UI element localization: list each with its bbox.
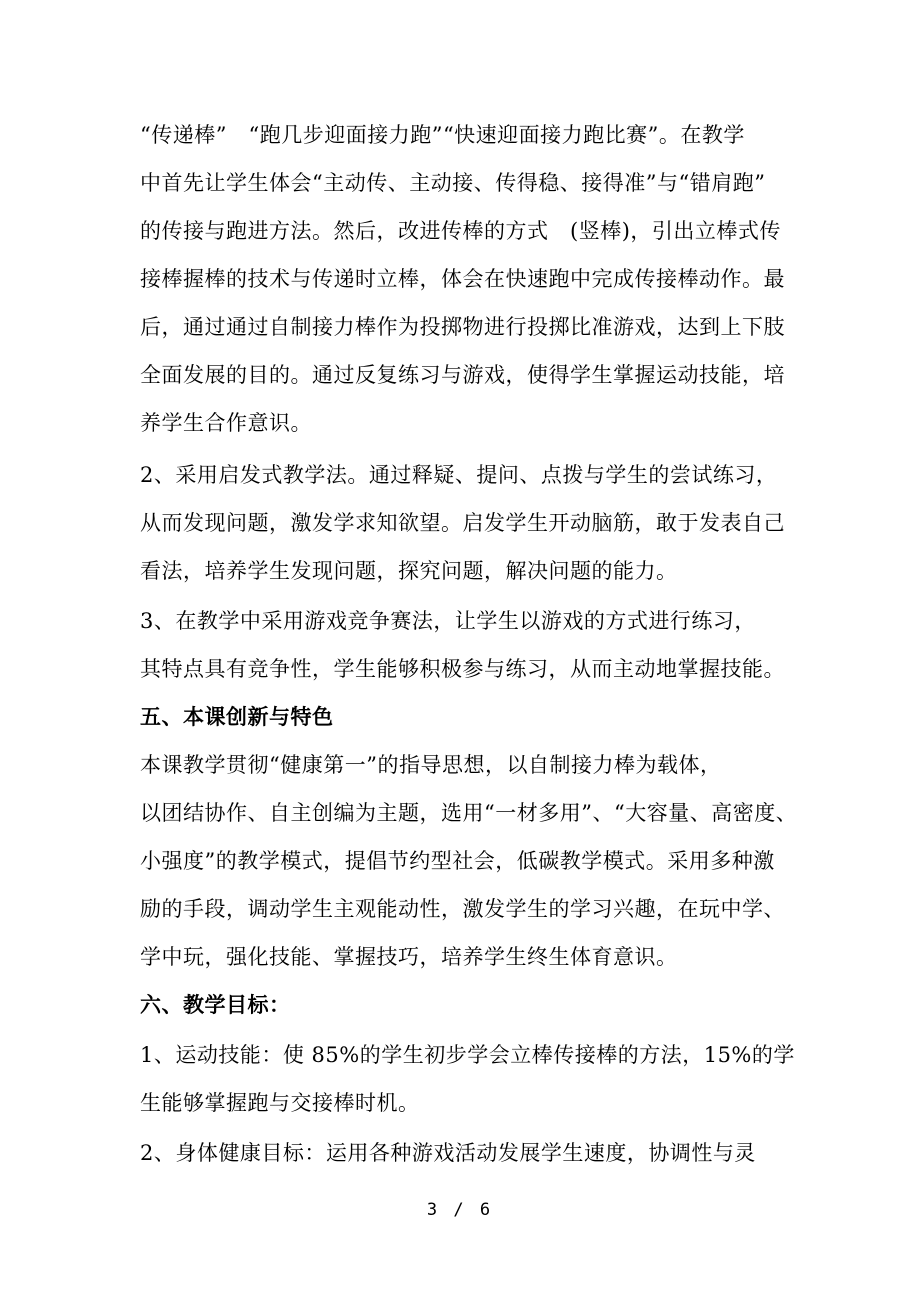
paragraph-line-16: 励的手段，调动学生主观能动性，激发学生的学习兴趣，在玩中学、: [140, 897, 785, 921]
paragraph-line-10: 看法，培养学生发现问题，探究问题，解决问题的能力。: [140, 559, 678, 583]
paragraph-line-8: 2、采用启发式教学法。通过释疑、提问、点拨与学生的尝试练习，: [140, 463, 778, 487]
paragraph-line-9: 从而发现问题，激发学求知欲望。启发学生开动脑筋，敢于发表自己: [140, 511, 785, 535]
paragraph-line-1: “传递棒” “跑几步迎面接力跑”“快速迎面接力跑比赛”。在教学: [140, 123, 745, 147]
paragraph-line-3: 的传接与跑进方法。然后，改进传棒的方式 (竖棒)，引出立棒式传: [140, 219, 781, 243]
paragraph-line-5: 后，通过通过自制接力棒作为投掷物进行投掷比准游戏，达到上下肢: [140, 315, 785, 339]
paragraph-line-13: 本课教学贯彻“健康第一”的指导思想，以自制接力棒为载体，: [140, 753, 722, 777]
paragraph-line-4: 接棒握棒的技术与传递时立棒，体会在快速跑中完成传接棒动作。最: [140, 267, 785, 291]
section-heading-5: 五、本课创新与特色: [140, 704, 334, 729]
paragraph-line-17: 学中玩，强化技能、掌握技巧，培养学生终生体育意识。: [140, 945, 678, 969]
paragraph-line-7: 养学生合作意识。: [140, 411, 312, 435]
paragraph-line-15: 小强度”的教学模式，提倡节约型社会，低碳教学模式。采用多种激: [140, 849, 775, 873]
page-number: 3 / 6: [426, 1200, 494, 1220]
paragraph-line-11: 3、在教学中采用游戏竞争赛法，让学生以游戏的方式进行练习，: [140, 609, 756, 633]
paragraph-line-6: 全面发展的目的。通过反复练习与游戏，使得学生掌握运动技能，培: [140, 363, 785, 387]
paragraph-line-2: 中首先让学生体会“主动传、主动接、传得稳、接得准”与“错肩跑”: [140, 171, 766, 195]
section-heading-6: 六、教学目标：: [140, 992, 291, 1017]
paragraph-line-12: 其特点具有竞争性，学生能够积极参与练习，从而主动地掌握技能。: [140, 657, 785, 681]
paragraph-line-19: 生能够掌握跑与交接棒时机。: [140, 1091, 420, 1115]
paragraph-line-18: 1、运动技能：使 85%的学生初步学会立棒传接棒的方法，15%的学: [140, 1043, 795, 1067]
paragraph-line-14: 以团结协作、自主创编为主题，选用“一材多用”、“大容量、高密度、: [140, 801, 798, 825]
paragraph-line-20: 2、身体健康目标：运用各种游戏活动发展学生速度，协调性与灵: [140, 1141, 756, 1165]
